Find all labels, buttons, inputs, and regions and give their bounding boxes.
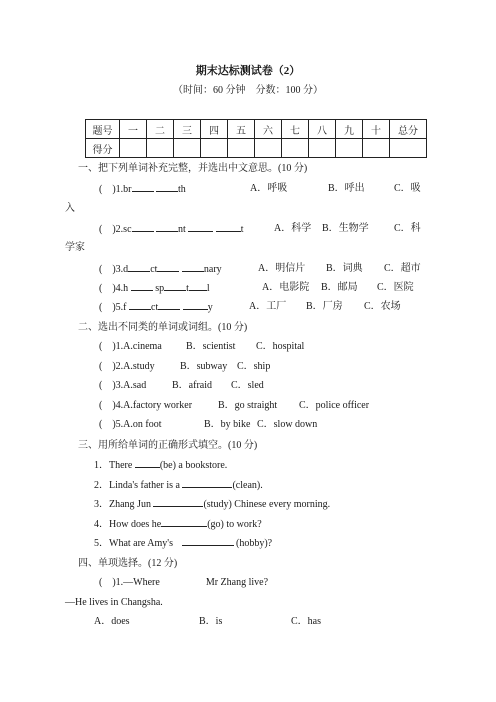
score-cell: 六 (255, 120, 282, 139)
option-c: C．slow down (257, 419, 318, 430)
score-cell: 题号 (86, 120, 120, 139)
score-blank-cell[interactable] (255, 139, 282, 158)
option-a: A．明信片 (258, 263, 306, 274)
fill-blank[interactable] (157, 262, 179, 272)
option-b: B．by bike (204, 419, 251, 430)
fill-blank[interactable] (156, 222, 178, 232)
fill-blank[interactable] (188, 222, 213, 232)
score-blank-cell[interactable] (201, 139, 228, 158)
score-blank-cell[interactable] (174, 139, 201, 158)
exam-info: （时间：60 分钟 分数：100 分） (173, 85, 323, 96)
score-cell: 七 (282, 120, 309, 139)
answer-paren[interactable]: ( (99, 577, 103, 588)
score-blank-cell[interactable] (282, 139, 309, 158)
question-2-4: ( )4.A.factory worker (99, 400, 193, 411)
question-2-5: ( )5.A.on foot (99, 419, 162, 430)
answer-paren[interactable]: ( (99, 283, 103, 294)
answer-paren[interactable]: ( (99, 380, 103, 391)
fill-blank[interactable] (156, 182, 178, 192)
answer-paren[interactable]: ( (99, 264, 103, 275)
section3-heading: 三、用所给单词的正确形式填空。(10 分) (78, 440, 258, 451)
question-3-3: 3．Zhang Jun (study) Chinese every morning. (94, 499, 331, 510)
score-table-header-row (86, 120, 427, 139)
option-b: B．scientist (186, 341, 236, 352)
option-c: C．吸 (394, 183, 421, 194)
option-c: C．hospital (256, 341, 305, 352)
option-c: C．has (291, 616, 321, 627)
section2-heading: 二、选出不同类的单词或词组。(10 分) (78, 322, 248, 333)
option-b: B．is (199, 616, 223, 627)
question-3-5: 5．What are Amy's (hobby)? (94, 538, 273, 549)
answer-line: —He lives in Changsha. (65, 597, 163, 608)
question-1-5: ( )5.f ct y (99, 302, 213, 313)
question-4-1: ( )1.—Where Mr Zhang live? (99, 577, 269, 588)
question-1-1: ( )1.br th (99, 184, 186, 195)
section1-heading: 一、把下列单词补充完整，并选出中文意思。(10 分) (78, 163, 308, 174)
score-cell: 十 (363, 120, 390, 139)
fill-blank[interactable] (132, 222, 154, 232)
question-3-4: 4．How does he (go) to work? (94, 519, 262, 530)
question-1-3: ( )3.d ct nary (99, 264, 222, 275)
option-b: B．afraid (172, 380, 212, 391)
score-cell: 四 (201, 120, 228, 139)
option-a: A．呼吸 (250, 183, 288, 194)
score-cell: 九 (336, 120, 363, 139)
option-b: B．生物学 (322, 223, 369, 234)
question-2-1: ( )1.A.cinema (99, 341, 162, 352)
option-c: C．农场 (364, 301, 401, 312)
score-cell: 总分 (390, 120, 427, 139)
fill-blank[interactable] (132, 182, 154, 192)
option-b: B．厂房 (306, 301, 343, 312)
fill-blank[interactable] (164, 281, 186, 291)
score-cell: 五 (228, 120, 255, 139)
option-a: A．电影院 (262, 282, 310, 293)
option-b: B．邮局 (321, 282, 358, 293)
answer-paren[interactable]: ( (99, 400, 103, 411)
fill-blank[interactable] (183, 300, 208, 310)
fill-blank[interactable] (182, 536, 234, 546)
score-blank-cell[interactable] (120, 139, 147, 158)
fill-blank[interactable] (158, 300, 180, 310)
option-c-wrap: 学家 (65, 242, 85, 253)
score-cell: 八 (309, 120, 336, 139)
fill-blank[interactable] (135, 458, 160, 468)
answer-paren[interactable]: ( (99, 341, 103, 352)
option-c: C．医院 (377, 282, 414, 293)
fill-blank[interactable] (182, 262, 204, 272)
fill-blank[interactable] (153, 497, 203, 507)
fill-blank[interactable] (216, 222, 241, 232)
option-a: A．科学 (274, 223, 312, 234)
score-blank-cell[interactable] (147, 139, 174, 158)
score-table (85, 119, 427, 158)
option-b: B．词典 (326, 263, 363, 274)
fill-blank[interactable] (129, 300, 151, 310)
score-blank-cell[interactable] (336, 139, 363, 158)
option-b: B．呼出 (328, 183, 365, 194)
option-c: C．sled (231, 380, 264, 391)
fill-blank[interactable] (128, 262, 150, 272)
answer-paren[interactable]: ( (99, 224, 103, 235)
option-a: A．工厂 (249, 301, 287, 312)
option-c-wrap: 入 (65, 203, 75, 214)
fill-blank[interactable] (182, 478, 232, 488)
option-c: C．police officer (299, 400, 370, 411)
question-3-2: 2．Linda's father is a (clean). (94, 480, 263, 491)
fill-blank[interactable] (131, 281, 153, 291)
question-2-3: ( )3.A.sad (99, 380, 147, 391)
score-cell: 三 (174, 120, 201, 139)
answer-paren[interactable]: ( (99, 361, 103, 372)
score-blank-cell[interactable] (309, 139, 336, 158)
answer-paren[interactable]: ( (99, 184, 103, 195)
answer-paren[interactable]: ( (99, 302, 103, 313)
question-2-2: ( )2.A.study (99, 361, 155, 372)
score-table-score-row (86, 139, 427, 158)
section4-heading: 四、单项选择。(12 分) (78, 558, 178, 569)
score-row-label: 得分 (86, 139, 120, 158)
option-b: B．subway (180, 361, 228, 372)
score-blank-cell[interactable] (228, 139, 255, 158)
question-1-4: ( )4.h sp t l (99, 283, 210, 294)
score-blank-cell[interactable] (363, 139, 390, 158)
answer-paren[interactable]: ( (99, 419, 103, 430)
option-b: B．go straight (218, 400, 278, 411)
fill-blank[interactable] (189, 281, 207, 291)
option-a: A．does (94, 616, 130, 627)
option-c: C．ship (237, 361, 271, 372)
fill-blank[interactable] (161, 517, 207, 527)
page-title: 期末达标测试卷（2） (195, 65, 301, 77)
score-cell: 二 (147, 120, 174, 139)
score-blank-cell[interactable] (390, 139, 427, 158)
option-c: C．科 (394, 223, 421, 234)
question-1-2: ( )2.sc nt t (99, 224, 244, 235)
question-3-1: 1．There (be) a bookstore. (94, 460, 228, 471)
score-cell: 一 (120, 120, 147, 139)
option-c: C．超市 (384, 263, 421, 274)
